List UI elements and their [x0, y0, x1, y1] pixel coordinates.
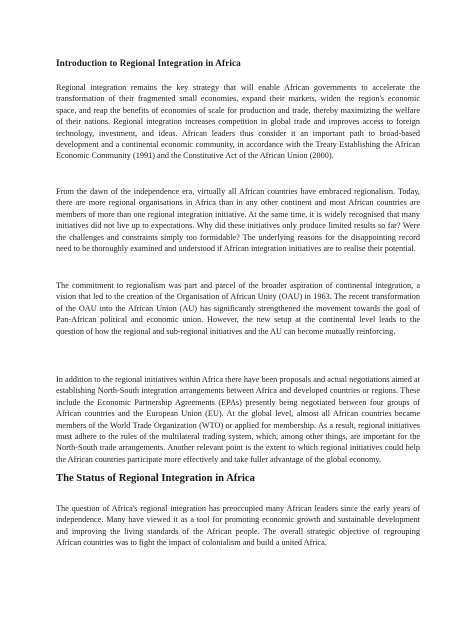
paragraph-4: In addition to the regional initiatives within Africa there have been proposals and actual negotiations aimed at establishing North-South integration arrangements between Africa and developed countries or regions. These include the Economic Partnership Agreements (EPAs) presently being negotiated between four groups of African countries and the European Union (EU). At the global level, almost all African countries became members of the World Trade Organization (WTO) or applied for membership. As a result, regional initiatives must adhere to the rules of the multilateral trading system, which, among other things, are important for the North-South trade arrangements. Another relevant point is the extent to which regional initiatives could help the African countries participate more effectively and take fuller advantage of the global economy. [56, 375, 420, 464]
paragraph-3: The commitment to regionalism was part and parcel of the broader aspiration of continental integration, a vision that led to the creation of the Organisation of African Unity (OAU) in 1963. The recent transformation of the OAU into the African Union (AU) has significantly strengthened the movement towards the goal of Pan-African political and economic union. However, the new setup at the continental level leads to the question of how the regional and sub-regional initiatives and the AU can become mutually reinforcing. [56, 281, 420, 336]
paragraph-5: The question of Africa's regional integration has preoccupied many African leaders since the early years of independence. Many have viewed it as a tool for promoting economic growth and sustainable development and improving the living standards of the African people. The overall strategic objective of regrouping African countries was to fight the impact of colonialism and build a united Africa. [56, 504, 420, 548]
heading-introduction: Introduction to Regional Integration in Africa [56, 58, 241, 68]
paragraph-2: From the dawn of the independence era, virtually all African countries have embraced regionalism. Today, there are more regional organisations in Africa than in any other continent and most African countries are members of more than one regional integration initiative. At the same time, it is widely recognised that many initiatives did not live up to expectations. Why did these initiatives only produce limited results so far? Were the challenges and constraints simply too formidable? The underlying reasons for the disappointing record need to be thoroughly examined and understood if African integration initiatives are to realise their potential. [56, 187, 420, 254]
heading-status: The Status of Regional Integration in Africa [56, 473, 255, 484]
paragraph-1: Regional integration remains the key strategy that will enable African governments to accelerate the transformation of their fragmented small economies, expand their markets, widen the region's economic space, and reap the benefits of economies of scale for production and trade, thereby maximizing the welfare of their nations. Regional integration increases competition in global trade and improves access to foreign technology, investment, and ideas. African leaders thus consider it an important path to broad-based development and a continental economic community, in accordance with the Treaty Establishing the African Economic Community (1991) and the Constitutive Act of the African Union (2000). [56, 83, 420, 161]
